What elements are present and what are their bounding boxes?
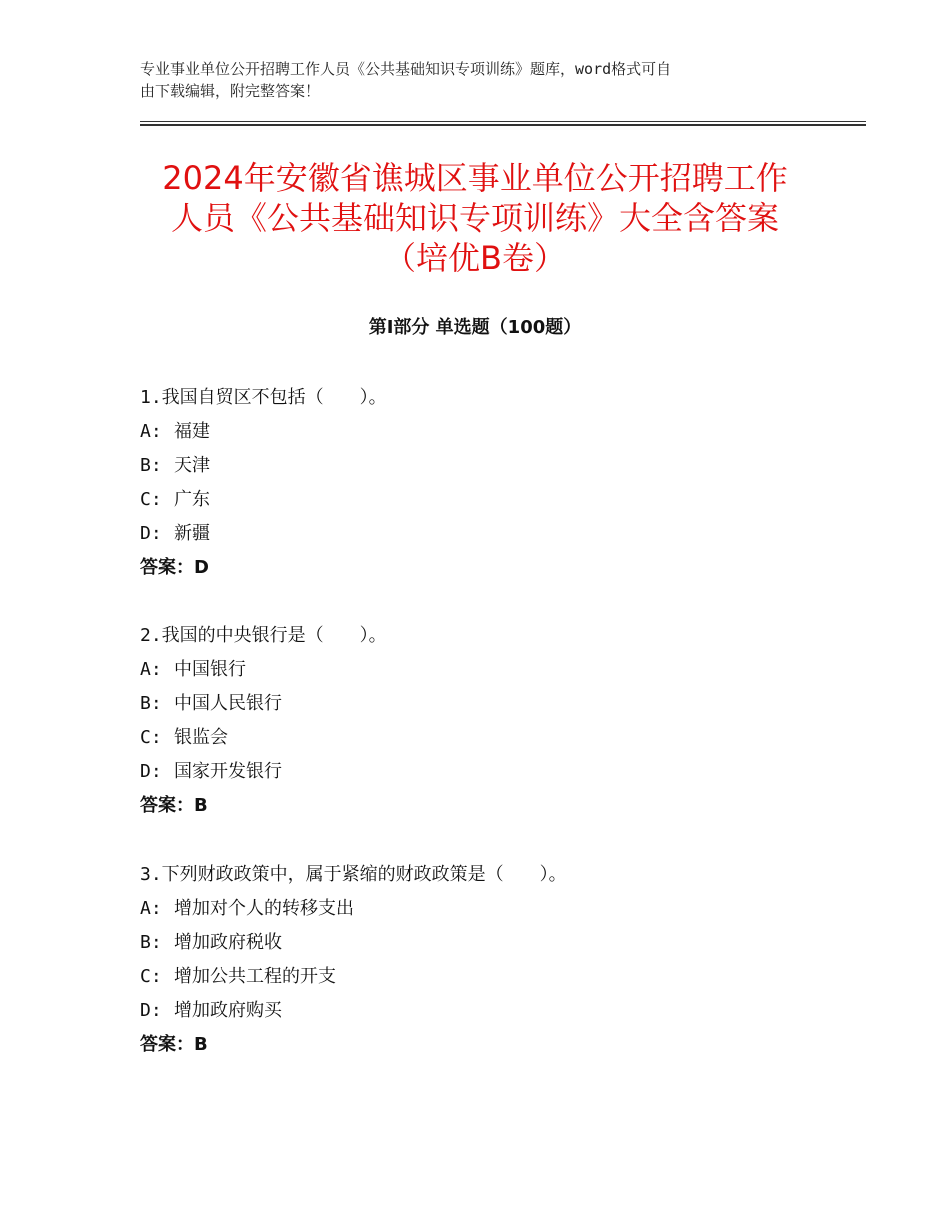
question-stem: 1.我国自贸区不包括（ ）。: [140, 387, 387, 408]
option-text: 中国银行: [174, 659, 246, 680]
option-letter: D:: [140, 761, 162, 782]
question-3: [140, 858, 840, 1062]
option-c: [140, 721, 840, 755]
option-c: [140, 483, 840, 517]
question-1: [140, 381, 840, 585]
header-note: [140, 58, 810, 102]
option-letter: B:: [140, 455, 162, 476]
option-text: 增加对个人的转移支出: [174, 898, 354, 919]
option-letter: B:: [140, 932, 162, 953]
question-stem: 3.下列财政政策中，属于紧缩的财政政策是（ ）。: [140, 864, 567, 885]
question-stem: 2.我国的中央银行是（ ）。: [140, 625, 387, 646]
option-d: [140, 994, 840, 1028]
option-c: [140, 960, 840, 994]
option-letter: C:: [140, 727, 162, 748]
option-text: 增加政府购买: [174, 1000, 282, 1021]
document-title-line-2: 人员《公共基础知识专项训练》大全含答案: [170, 199, 779, 237]
header-divider: [140, 121, 866, 126]
option-b: [140, 449, 840, 483]
answer-label: 答案：B: [140, 795, 208, 816]
question-2: [140, 619, 840, 823]
option-d: [140, 755, 840, 789]
option-text: 增加政府税收: [174, 932, 282, 953]
option-letter: A:: [140, 421, 162, 442]
option-text: 银监会: [174, 727, 228, 748]
option-text: 天津: [174, 455, 210, 476]
option-text: 增加公共工程的开支: [174, 966, 336, 987]
answer-label: 答案：D: [140, 557, 209, 578]
document-title: [100, 158, 850, 278]
option-letter: C:: [140, 966, 162, 987]
option-b: [140, 687, 840, 721]
option-text: 国家开发银行: [174, 761, 282, 782]
option-letter: D:: [140, 1000, 162, 1021]
option-letter: A:: [140, 659, 162, 680]
header-note-line-2: 由下载编辑，附完整答案！: [140, 82, 321, 100]
header-note-line-1: 专业事业单位公开招聘工作人员《公共基础知识专项训练》题库，word格式可自: [140, 60, 672, 78]
option-letter: A:: [140, 898, 162, 919]
option-a: [140, 415, 840, 449]
option-text: 广东: [174, 489, 210, 510]
option-text: 新疆: [174, 523, 210, 544]
document-title-line-3: （培优B卷）: [384, 239, 566, 277]
option-letter: D:: [140, 523, 162, 544]
option-b: [140, 926, 840, 960]
document-title-line-1: 2024年安徽省谯城区事业单位公开招聘工作: [162, 159, 788, 197]
option-d: [140, 517, 840, 551]
option-a: [140, 892, 840, 926]
section-heading: 第Ⅰ部分 单选题（100题）: [368, 317, 582, 338]
answer-label: 答案：B: [140, 1034, 208, 1055]
option-a: [140, 653, 840, 687]
option-letter: B:: [140, 693, 162, 714]
option-text: 福建: [174, 421, 210, 442]
option-letter: C:: [140, 489, 162, 510]
option-text: 中国人民银行: [174, 693, 282, 714]
